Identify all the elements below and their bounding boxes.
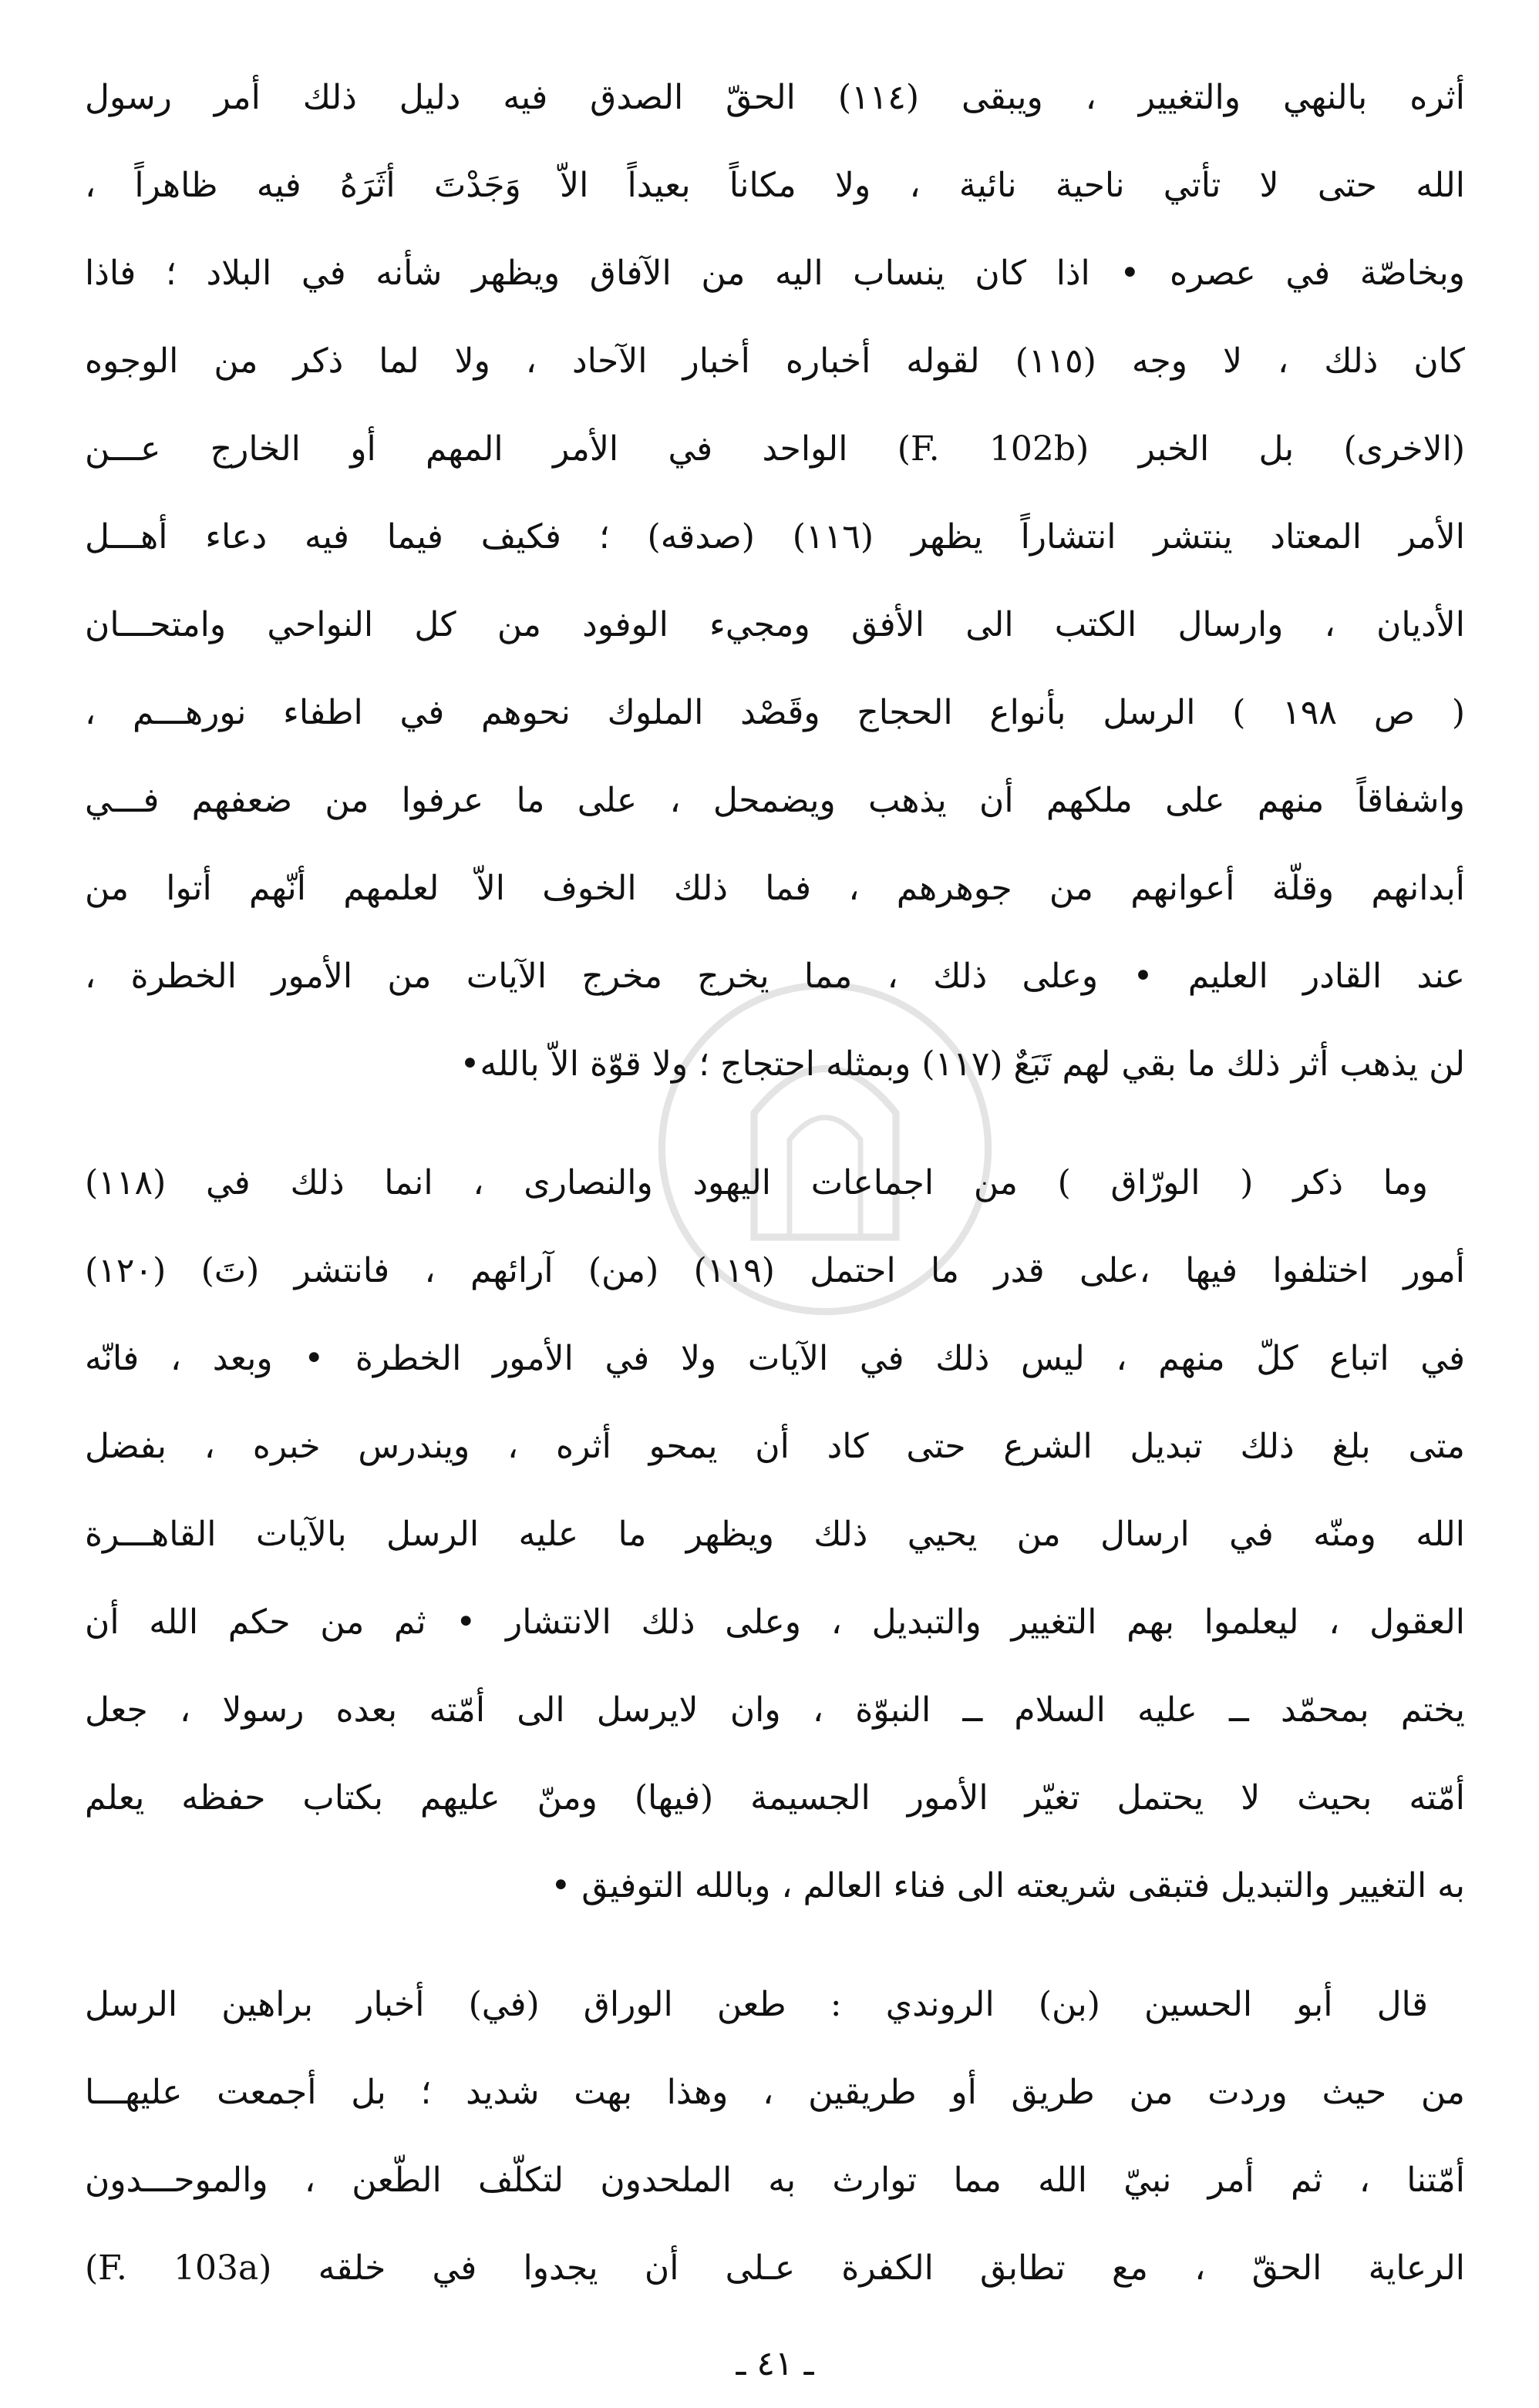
text-line: الله ومنّه في ارسال من يحيي ذلك ويظهر ما عليه الرسل بالآيات القاهـــرة [85, 1515, 1465, 1554]
text-line: لن يذهب أثر ذلك ما بقي لهم تَبَعٌ (١١٧) وبمثله احتجاج ؛ ولا قوّة الاّ بالله• [460, 1044, 1465, 1084]
text-line: أمّتنا ، ثم أمر نبيّ الله مما توارث به الملحدون لتكلّف الطّعن ، والموحـــدون [85, 2161, 1465, 2200]
text-line: واشفاقاً منهم على ملكهم أن يذهب ويضمحل ، على ما عرفوا من ضعفهم فـــي [85, 781, 1465, 820]
paragraph-1 [85, 54, 1465, 1108]
text-line: الله حتى لا تأتي ناحية نائية ، ولا مكاناً بعيداً الاّ وَجَدْتَ أثَرَهُ فيه ظاهراً ، [85, 166, 1465, 205]
text-line: أمّته بحيث لا يحتمل تغيّر الأمور الجسيمة (فيها) ومنّ عليهم بكتاب حفظه يعلم [85, 1778, 1465, 1818]
text-line: أبدانهم وقلّة أعوانهم من جوهرهم ، فما ذلك الخوف الاّ لعلمهم أنّهم أتوا من [85, 869, 1465, 908]
text-line: كان ذلك ، لا وجه (١١٥) لقوله أخباره أخبار الآحاد ، ولا لما ذكر من الوجوه [85, 341, 1465, 381]
page-number: ـ ٤١ ـ [736, 2344, 814, 2383]
text-line: به التغيير والتبديل فتبقى شريعته الى فناء العالم ، وبالله التوفيق • [551, 1866, 1465, 1905]
text-line-folio-marker: الرعاية الحقّ ، مع تطابق الكفرة عـلى أن يجدوا في خلقه (F. 103a) [85, 2248, 1465, 2288]
page-body [85, 54, 1465, 2383]
text-line: وما ذكر ( الورّاق ) من اجماعات اليهود والنصارى ، انما ذلك في (١١٨) [85, 1163, 1428, 1202]
text-line: أثره بالنهي والتغيير ، ويبقى (١١٤) الحقّ الصدق فيه دليل ذلك أمر رسول [85, 78, 1465, 117]
text-line: عند القادر العليم • وعلى ذلك ، مما يخرج مخرج الآيات من الأمور الخطرة ، [85, 957, 1465, 996]
text-line: العقول ، ليعلموا بهم التغيير والتبديل ، وعلى ذلك الانتشار • ثم من حكم الله أن [85, 1603, 1465, 1642]
text-line-page-ref: ( ص ١٩٨ ) الرسل بأنواع الحجاج وقَصْد الملوك نحوهم في اطفاء نورهـــم ، [85, 693, 1465, 732]
text-line: من حيث وردت من طريق أو طريقين ، وهذا بهت شديد ؛ بل أجمعت عليهـــا [85, 2073, 1465, 2112]
text-line: وبخاصّة في عصره • اذا كان ينساب اليه من الآفاق ويظهر شأنه في البلاد ؛ فاذا [85, 254, 1465, 293]
text-line: في اتباع كلّ منهم ، ليس ذلك في الآيات ولا في الأمور الخطرة • وبعد ، فانّه [85, 1339, 1465, 1378]
text-line: الأمر المعتاد ينتشر انتشاراً يظهر (١١٦) (صدقه) ؛ فكيف فيما فيه دعاء أهـــل [85, 517, 1465, 557]
text-line: الأديان ، وارسال الكتب الى الأفق ومجيء الوفود من كل النواحي وامتحـــان [85, 605, 1465, 644]
text-line: متى بلغ ذلك تبديل الشرع حتى كاد أن يمحو أثره ، ويندرس خبره ، بفضل [85, 1427, 1465, 1466]
text-line-folio-marker: (الاخرى) بل الخبر (F. 102b) الواحد في الأمر المهم أو الخارج عـــن [85, 429, 1465, 469]
text-line: أمور اختلفوا فيها ،على قدر ما احتمل (١١٩) (من) آرائهم ، فانتشر (تَ) (١٢٠) [85, 1251, 1465, 1290]
text-line: يختم بمحمّد ــ عليه السلام ــ النبوّة ، وان لايرسل الى أمّته بعده رسولا ، جعل [85, 1690, 1465, 1730]
paragraph-3 [85, 1961, 1465, 2312]
text-line: قال أبو الحسين (بن) الروندي : طعن الوراق (في) أخبار براهين الرسل [85, 1985, 1428, 2024]
paragraph-2 [85, 1139, 1465, 1930]
